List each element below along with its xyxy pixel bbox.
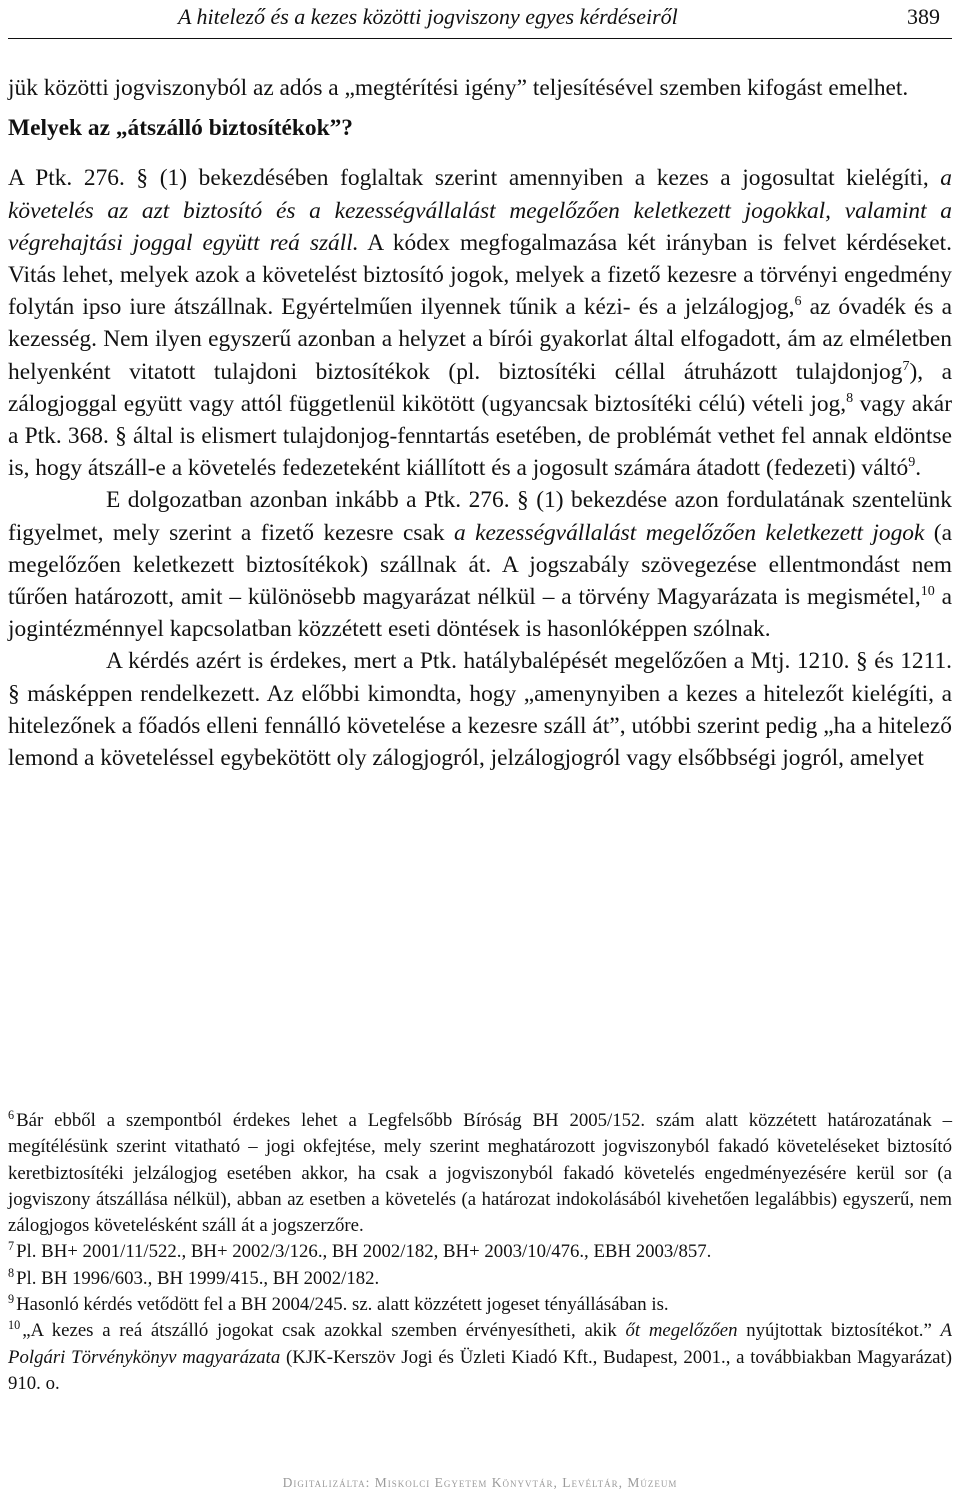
main-text: [8, 72, 952, 774]
footnote-ref-8[interactable]: 8: [846, 390, 854, 407]
running-title: A hitelező és a kezes közötti jogviszony egyes kérdéseiről: [178, 4, 678, 29]
quoted-statute-italic: a követelés az azt biztosító és a kezességvállalást megelőzően keletkezett jogokkal, valamint a végrehajtási joggal együtt reá száll.: [8, 165, 952, 256]
footnote-6: $^6$ Bár ebből a szempontból érdekes lehet a Legfelsőbb Bíróság BH 2005/152. szám alatt közzétett határozatának – megítélésünk szerint vitatható – jogi okfejtése, mely szerint meghatározott jogviszonyból fakadó követeléseket biztosító keretbiztosítéki jelzálogjog esetében akkor, ha csak a jogviszonyból fakadó követelés engedményezésére kerül sor (a jogviszony átszállása nélkül), abban az esetben a követelés (a határozat indokolásából kivehetően legalábbis) egyszerű, nem zálogjogos követelésként száll át a jogszerzőre.: [8, 1107, 952, 1237]
footnote-10: $^{10}$ „A kezes a reá átszálló jogokat csak azokkal szemben érvényesítheti, akik őt megelőzően nyújtottak biztosítékot.” A Polgári Törvénykönyv magyarázata (KJK-Kerszöv Jogi és Üzleti Kiadó Kft., Budapest, 2001., a továbbiakban Magyarázat) 910. o.: [8, 1318, 952, 1394]
paragraph-4: A kérdés azért is érdekes, mert a Ptk. hatálybalépését megelőzően a Mtj. 1210. § és 1211. § másképpen rendelkezett. Az előbbi kimondta, hogy „amenynyiben a kezes a hitelezőt kielégíti, a hitelezőnek a főadós elleni fennálló követelése a kezesre száll át”, utóbbi szerint pedig „ha a hitelező lemond a követeléssel egybekötött oly zálogjogról, jelzálogjogról vagy elsőbbségi jogról, amelyet: [8, 648, 952, 772]
footnote-9: $^9$ Hasonló kérdés vetődött fel a BH 2004/245. sz. alatt közzétett jogeset tényállásában is.: [8, 1291, 669, 1316]
section-heading: Melyek az „átszálló biztosítékok”?: [8, 115, 353, 142]
footnotes: [8, 1108, 952, 1397]
paragraph-2: A Ptk. 276. § (1) bekezdésében foglaltak szerint amennyiben a kezes a jogosultat kielégíti, a követelés az azt biztosító és a kezességvállalást megelőzően keletkezett jogokkal, valamint a végrehajtási joggal együtt reá száll. A kódex megfogalmazása két irányban is felvet kérdéseket. Vitás lehet, melyek azok a követelést biztosító jogok, melyek a fizető kezesre a törvényi engedmény folytán ipso iure átszállnak. Egyértelműen ilyennek tűnik a kézi- és a jelzálogjog,$^6$ az óvadék és a kezesség. Nem ilyen egyszerű azonban a helyzet a bírói gyakorlat által elfogadott, ám az elméletben helyenként vitatott tulajdoni biztosítékok (pl. biztosítéki céllal átruházott tulajdonjog$^7$), a zálogjoggal együtt vagy attól függetlenül kikötött (ugyancsak biztosítéki célú) vételi jog,$^8$ vagy akár a Ptk. 368. § által is elismert tulajdonjog-fenntartás esetében, de problémát vethet fel annak eldöntse is, hogy átszáll-e a követelés fedezeteként kiállított és a jogosult számára átadott (fedezeti) váltó$^9$.: [8, 165, 952, 482]
book-title-italic: A Polgári Törvénykönyv magyarázata: [8, 1320, 952, 1368]
footnote-ref-10[interactable]: 10: [920, 583, 935, 600]
footnote-8: $^8$ Pl. BH 1996/603., BH 1999/415., BH 2002/182.: [8, 1265, 380, 1289]
paragraph-1: jük közötti jogviszonyból az adós a „megtérítési igény” teljesítésével szemben kifogást emelhet.: [8, 75, 909, 101]
paragraph-3: E dolgozatban azonban inkább a Ptk. 276. § (1) bekezdése azon fordulatának szentelünk figyelmet, mely szerint a fizető kezesre csak a kezességvállalást megelőzően keletkezett jogok (a megelőzően keletkezett biztosítékok) szállnak át. A jogszabály szövegezése ellentmondást nem tűrően határozott, amit – különösebb magyarázat nélkül – a törvény Magyarázata is megismétel,$^{10}$ a jogintézménnyel kapcsolatban közzétett eseti döntések is hasonlóképpen szólnak.: [8, 487, 953, 643]
digitization-footer: Digitalizálta: Miskolci Egyetem Könyvtár, Levéltár, Múzeum: [282, 1475, 678, 1490]
footnote-ref-7[interactable]: 7: [902, 357, 910, 374]
footnote-ref-9[interactable]: 9: [908, 454, 916, 471]
footnote-7: $^7$ Pl. BH+ 2001/11/522., BH+ 2002/3/126., BH 2002/182, BH+ 2003/10/476., EBH 2003/857.: [8, 1239, 712, 1263]
footnote-ref-6[interactable]: 6: [794, 293, 802, 310]
page-header: [8, 0, 952, 39]
emphasis-italic: a kezességvállalást megelőzően keletkezett jogok: [454, 519, 925, 546]
page-number: 389: [907, 4, 940, 29]
